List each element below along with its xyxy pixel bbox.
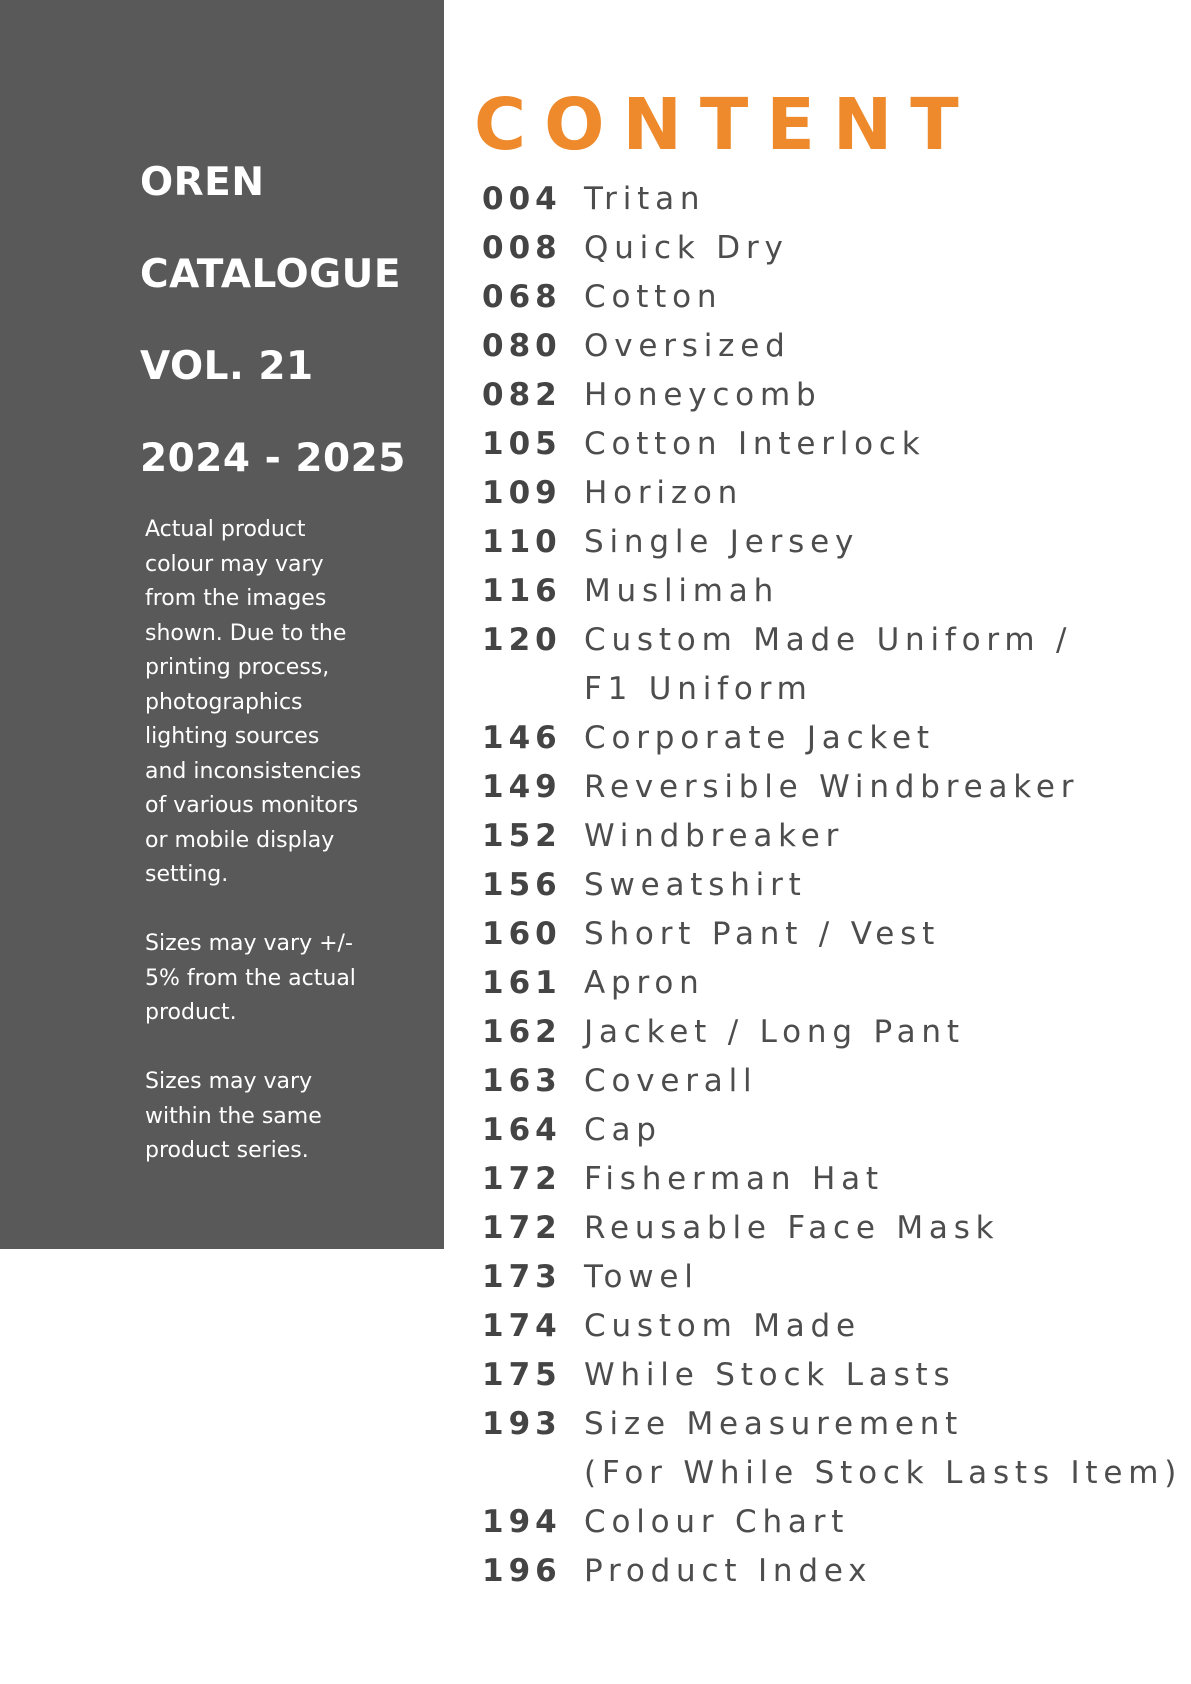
toc-entry-title-line: Towel (584, 1259, 699, 1295)
catalogue-year: 2024 - 2025 (140, 436, 406, 481)
toc-entry[interactable] (482, 714, 1182, 763)
toc-entry-title (584, 567, 1182, 616)
toc-entry-title-line: Sweatshirt (584, 867, 807, 903)
toc-entry-title (584, 1106, 1182, 1155)
toc-entry-title-line: While Stock Lasts (584, 1357, 956, 1393)
toc-entry-title-line: Colour Chart (584, 1504, 850, 1540)
toc-page-number: 116 (482, 573, 562, 609)
toc-entry-title (584, 175, 1182, 224)
toc-entry[interactable] (482, 371, 1182, 420)
toc-entry-title (584, 322, 1182, 371)
toc-page-number: 196 (482, 1553, 562, 1589)
disclaimer-size-note (145, 927, 385, 1031)
toc-entry[interactable] (482, 1008, 1182, 1057)
toc-entry-title-line: Custom Made Uniform / (584, 622, 1073, 658)
disclaimer-line: printing process, (145, 655, 330, 680)
toc-entry-title (584, 420, 1182, 469)
toc-entry[interactable] (482, 959, 1182, 1008)
toc-entry[interactable] (482, 1302, 1182, 1351)
toc-entry-title-line: Tritan (584, 181, 706, 217)
toc-entry-title-line: Horizon (584, 475, 744, 511)
toc-page-number: 173 (482, 1259, 562, 1295)
toc-entry-title-line: Honeycomb (584, 377, 822, 413)
toc-entry-title (584, 1057, 1182, 1106)
toc-entry-title (584, 1547, 1182, 1596)
toc-page-number: 161 (482, 965, 562, 1001)
toc-page-number: 193 (482, 1406, 562, 1442)
disclaimer-line: Sizes may vary +/- (145, 931, 353, 956)
toc-entry-title-line: Cotton Interlock (584, 426, 926, 462)
disclaimer-line: of various monitors (145, 793, 359, 818)
toc-page-number: 194 (482, 1504, 562, 1540)
disclaimer-line: and inconsistencies (145, 758, 362, 784)
toc-entry-title (584, 1253, 1182, 1302)
toc-entry[interactable] (482, 322, 1182, 371)
toc-entry[interactable] (482, 1155, 1182, 1204)
toc-entry-title (584, 714, 1182, 763)
disclaimer-line: Actual product (145, 517, 306, 542)
toc-entry-title-line: Product Index (584, 1553, 873, 1589)
toc-entry-title-line: Size Measurement (584, 1406, 964, 1442)
toc-entry-title (584, 1351, 1182, 1400)
toc-entry-title-line: Oversized (584, 328, 791, 364)
toc-entry-title-line: Apron (584, 965, 705, 1001)
toc-entry-title-line: Windbreaker (584, 818, 845, 854)
toc-entry-title (584, 959, 1182, 1008)
toc-entry-title (584, 224, 1182, 273)
catalogue-brand: OREN (140, 160, 265, 205)
toc-entry-title (584, 1155, 1182, 1204)
toc-entry-title-line: Single Jersey (584, 524, 860, 560)
toc-entry[interactable] (482, 1204, 1182, 1253)
toc-entry-title (584, 861, 1182, 910)
toc-entry-title-line: Cotton (584, 279, 723, 315)
toc-entry-title (584, 812, 1182, 861)
toc-entry-title-line: (For While Stock Lasts Item) (584, 1455, 1183, 1491)
toc-entry-title (584, 616, 1182, 714)
catalogue-volume: VOL. 21 (140, 344, 314, 389)
toc-page-number: 008 (482, 230, 562, 266)
toc-entry[interactable] (482, 1547, 1182, 1596)
toc-entry[interactable] (482, 1106, 1182, 1155)
content-title: CONTENT (474, 83, 977, 166)
toc-entry[interactable] (482, 175, 1182, 224)
toc-entry[interactable] (482, 1253, 1182, 1302)
toc-entry[interactable] (482, 1400, 1182, 1498)
disclaimer-line: colour may vary (145, 551, 324, 577)
toc-entry-title-line: Cap (584, 1112, 662, 1148)
toc-page-number: 109 (482, 475, 562, 511)
toc-entry[interactable] (482, 812, 1182, 861)
toc-page-number: 120 (482, 622, 562, 658)
disclaimer-line: product. (145, 1000, 237, 1025)
table-of-contents (482, 175, 1182, 1596)
toc-entry-title (584, 1302, 1182, 1351)
toc-page-number: 152 (482, 818, 562, 854)
disclaimer-line: product series. (145, 1138, 309, 1163)
toc-page-number: 004 (482, 181, 562, 217)
toc-page-number: 110 (482, 524, 562, 560)
toc-entry-title-line: Muslimah (584, 573, 780, 609)
toc-entry-title-line: Coverall (584, 1063, 758, 1099)
disclaimer-line: Sizes may vary (145, 1069, 313, 1094)
toc-entry[interactable] (482, 420, 1182, 469)
toc-page-number: 080 (482, 328, 562, 364)
toc-entry[interactable] (482, 910, 1182, 959)
toc-entry-title-line: Corporate Jacket (584, 720, 935, 756)
toc-page-number: 156 (482, 867, 562, 903)
toc-page-number: 105 (482, 426, 562, 462)
disclaimer-line: lighting sources (145, 724, 320, 749)
toc-page-number: 149 (482, 769, 562, 805)
toc-entry[interactable] (482, 273, 1182, 322)
toc-entry[interactable] (482, 1351, 1182, 1400)
toc-page-number: 163 (482, 1063, 562, 1099)
toc-entry[interactable] (482, 567, 1182, 616)
disclaimer-line: shown. Due to the (145, 620, 347, 646)
toc-entry-title (584, 1008, 1182, 1057)
toc-entry-title (584, 273, 1182, 322)
toc-page-number: 174 (482, 1308, 562, 1344)
toc-entry[interactable] (482, 469, 1182, 518)
toc-entry[interactable] (482, 1498, 1182, 1547)
toc-entry-title-line: F1 Uniform (584, 671, 813, 707)
toc-entry-title-line: Reversible Windbreaker (584, 769, 1080, 805)
sidebar-panel (0, 0, 444, 1249)
toc-page-number: 160 (482, 916, 562, 952)
toc-entry-title (584, 763, 1182, 812)
toc-page-number: 146 (482, 720, 562, 756)
toc-page-number: 082 (482, 377, 562, 413)
disclaimer-line: photographics (145, 689, 303, 715)
toc-entry-title-line: Jacket / Long Pant (584, 1014, 965, 1050)
toc-entry-title (584, 1498, 1182, 1547)
toc-entry[interactable] (482, 861, 1182, 910)
toc-page-number: 162 (482, 1014, 562, 1050)
disclaimer-line: setting. (145, 862, 229, 887)
toc-entry[interactable] (482, 1057, 1182, 1106)
disclaimer-line: within the same (145, 1103, 322, 1129)
toc-entry-title-line: Short Pant / Vest (584, 916, 941, 952)
toc-page-number: 068 (482, 279, 562, 315)
toc-entry-title (584, 1400, 1182, 1498)
disclaimer-series-note (145, 1065, 385, 1169)
toc-entry-title (584, 518, 1182, 567)
toc-entry-title-line: Reusable Face Mask (584, 1210, 1000, 1246)
toc-entry-title (584, 910, 1182, 959)
disclaimer-line: or mobile display (145, 827, 335, 853)
toc-entry-title-line: Custom Made (584, 1308, 861, 1344)
disclaimer-line: 5% from the actual (145, 965, 356, 991)
toc-entry-title (584, 1204, 1182, 1253)
toc-entry-title (584, 371, 1182, 420)
disclaimer-line: from the images (145, 586, 327, 611)
toc-entry-title (584, 469, 1182, 518)
toc-entry[interactable] (482, 224, 1182, 273)
toc-page-number: 172 (482, 1161, 562, 1197)
toc-entry[interactable] (482, 616, 1182, 714)
toc-entry[interactable] (482, 518, 1182, 567)
disclaimer-colour-note (145, 513, 385, 893)
toc-entry-title-line: Fisherman Hat (584, 1161, 884, 1197)
toc-entry[interactable] (482, 763, 1182, 812)
toc-page-number: 172 (482, 1210, 562, 1246)
toc-page-number: 175 (482, 1357, 562, 1393)
toc-entry-title-line: Quick Dry (584, 230, 789, 266)
catalogue-title: CATALOGUE (140, 252, 401, 297)
toc-page-number: 164 (482, 1112, 562, 1148)
